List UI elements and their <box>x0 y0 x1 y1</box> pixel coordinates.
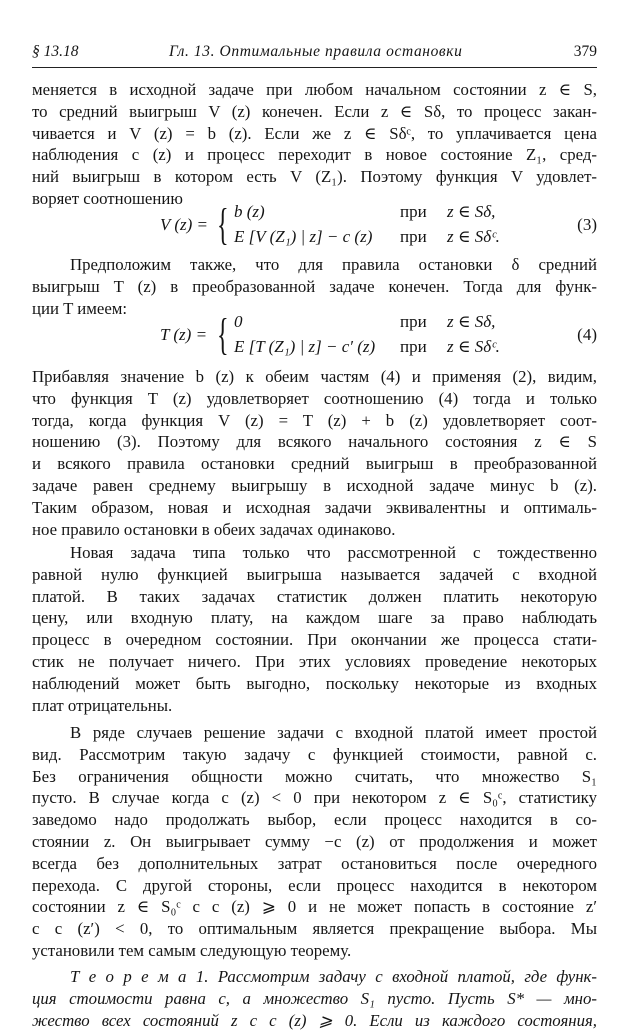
text-line: ношению (3). Поэтому для всякого начального состояния z ∈ S <box>32 432 597 452</box>
text-line: всегда без дополнительных затрат остановиться после очередного <box>32 853 597 873</box>
header-rule <box>32 67 597 68</box>
equation-case-expr: 0 <box>234 312 243 331</box>
equation-case-cond: z ∈ Sδᶜ. <box>447 337 500 356</box>
paragraph-4 <box>32 542 597 716</box>
text-line: заведомо надо продолжать выбор, если процесс находится в со- <box>32 810 597 830</box>
text-line: и всякого правила остановки средний выигрыш в преобразованной <box>32 454 597 474</box>
text-line: выигрыш T (z) в преобразованной задаче конечен. Тогда для функ- <box>32 276 597 296</box>
text-line: наблюдений может быть выгодно, поскольку некоторые из входных <box>32 673 597 693</box>
page-number: 379 <box>573 43 597 60</box>
equation-case-word: при <box>400 227 427 246</box>
text-line: с c (z′) < 0, то оптимальным является прекращение выбора. Мы <box>32 919 597 939</box>
text-line: цену, или входную плату, на каждом шаге за право наблюдать <box>32 608 597 628</box>
text-line: равной нулю функцией выигрыша называется задачей с входной <box>32 564 597 584</box>
text-line: задаче равен среднему выигрышу в исходной задаче минус b (z). <box>32 475 597 495</box>
text-line: жество всех состояний z с c (z) ⩾ 0. Если из каждого состояния, <box>32 1010 597 1030</box>
section-number: § 13.18 <box>32 43 79 60</box>
text-line: перехода. С другой стороны, если процесс находится в некотором <box>32 875 597 895</box>
equation-4 <box>32 312 597 362</box>
text-line: плат отрицательны. <box>32 695 173 715</box>
equation-case-expr: E [T (Z₁) | z] − c′ (z) <box>234 337 376 356</box>
text-line: Предположим также, что для правила остановки δ средний <box>70 255 597 274</box>
paragraph-3 <box>32 366 597 540</box>
text-line: пусто. В случае когда c (z) < 0 при некотором z ∈ S₀ᶜ, статистику <box>32 788 597 808</box>
text-line: ное правило остановки в обеих задачах одинаково. <box>32 519 396 539</box>
text-line: установили тем самым следующую теорему. <box>32 940 352 960</box>
text-line: состоянии z ∈ S₀ᶜ с c (z) ⩾ 0 и не может попасть в состояние z′ <box>32 897 597 917</box>
text-line: стик не получает ничего. При этих условиях проведение некоторых <box>32 651 597 671</box>
text-line: Новая задача типа только что рассмотренной с тождественно <box>70 543 597 562</box>
equation-lhs: T (z) = <box>160 325 208 344</box>
theorem-1 <box>32 966 597 1031</box>
equation-case-word: при <box>400 337 427 356</box>
equation-number: (4) <box>577 325 597 344</box>
equation-number: (3) <box>577 215 597 234</box>
text-line: стоянии z. Он выигрывает сумму −c (z) от продолжения и может <box>32 831 597 851</box>
text-line: ции T имеем: <box>32 298 128 318</box>
equation-lhs: V (z) = <box>160 215 208 234</box>
equation-case-cond: z ∈ Sδ, <box>447 202 496 221</box>
text-line: Без ограничения общности можно считать, что множество S₁ <box>32 766 597 786</box>
text-line: Таким образом, новая и исходная задачи эквивалентны и оптималь- <box>32 497 597 517</box>
paragraph-1 <box>32 79 597 210</box>
text-line: чивается и V (z) = b (z). Если же z ∈ Sδᶜ, то уплачивается цена <box>32 123 597 143</box>
text-line: Т е о р е м а 1. Рассмотрим задачу с входной платой, где функ- <box>70 967 597 986</box>
equation-case-cond: z ∈ Sδᶜ. <box>447 227 500 246</box>
text-line: наблюдения c (z) и процесс переходит в новое состояние Z₁, сред- <box>32 145 597 165</box>
running-header <box>32 43 597 65</box>
text-line: меняется в исходной задаче при любом начальном состоянии z ∈ S, <box>32 80 597 99</box>
text-line: процесс в очередном состоянии. При окончании же процесса стати- <box>32 630 597 650</box>
equation-case-word: при <box>400 312 427 331</box>
equation-brace: { <box>217 310 229 359</box>
text-line: Прибавляя значение b (z) к обеим частям (4) и применяя (2), видим, <box>32 367 597 386</box>
text-line: ний выигрыш в котором есть V (Z₁). Поэтому функция V удовлет- <box>32 167 597 187</box>
equation-case-expr: b (z) <box>234 202 265 221</box>
text-line: то средний выигрыш V (z) конечен. Если z ∈ Sδ, то процесс закан- <box>32 101 597 121</box>
equation-case-cond: z ∈ Sδ, <box>447 312 496 331</box>
text-line: платой. В таких задачах статистик должен платить некоторую <box>32 586 597 606</box>
text-line: тогда, когда функция V (z) = T (z) + b (z) удовлетворяет соот- <box>32 410 597 430</box>
text-line: В ряде случаев решение задачи с входной платой имеет простой <box>70 723 597 742</box>
text-line: вид. Рассмотрим такую задачу с функцией стоимости, равной c. <box>32 744 597 764</box>
equation-case-word: при <box>400 202 427 221</box>
equation-brace: { <box>217 200 229 249</box>
text-line: воряет соотношению <box>32 188 183 208</box>
chapter-title: Гл. 13. Оптимальные правила остановки <box>169 43 463 60</box>
equation-3 <box>32 202 597 252</box>
text-line: что функция T (z) удовлетворяет соотношению (4) тогда и только <box>32 388 597 408</box>
text-line: ция стоимости равна c, а множество S₁ пусто. Пусть S* — мно- <box>32 988 597 1008</box>
paragraph-5 <box>32 722 597 962</box>
equation-case-expr: E [V (Z₁) | z] − c (z) <box>234 227 373 246</box>
paragraph-2 <box>32 254 597 319</box>
